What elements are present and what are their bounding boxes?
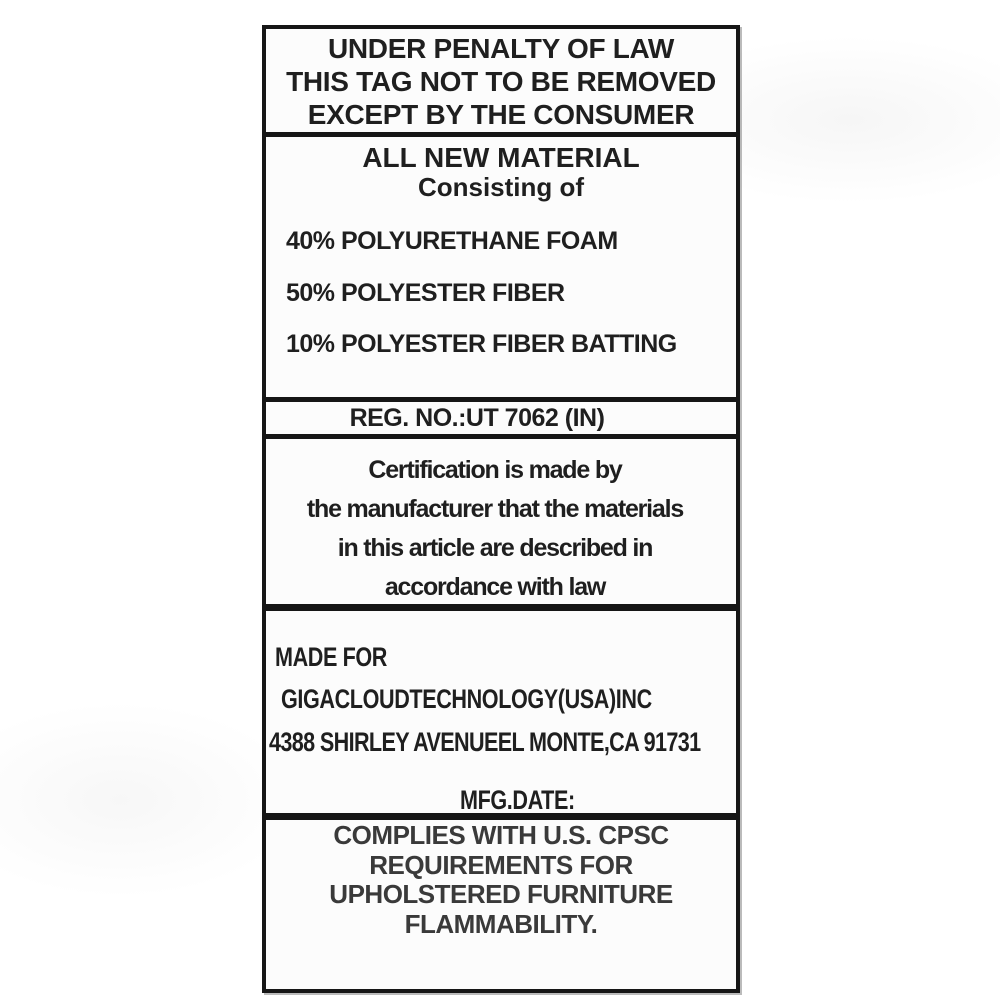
certification-line-4: accordance with law (384, 573, 606, 601)
material-content-item: 10% POLYESTER FIBER BATTING (286, 330, 677, 358)
mfg-date-label: MFG.DATE: (460, 785, 575, 815)
material-contents-section (266, 137, 736, 402)
compliance-line-2: REQUIREMENTS FOR (369, 849, 633, 880)
certification-line-2: the manufacturer that the materials (306, 495, 684, 523)
law-label-tag (262, 25, 740, 993)
certification-line-3: in this article are described in (337, 534, 653, 562)
penalty-warning-line-2: THIS TAG NOT TO BE REMOVED (286, 66, 716, 97)
certification-section (266, 439, 736, 611)
penalty-warning-section (266, 29, 736, 137)
compliance-line-4: FLAMMABILITY. (404, 908, 598, 939)
certification-line-1: Certification is made by (368, 456, 622, 484)
manufacturer-address: 4388 SHIRLEY AVENUEEL MONTE,CA 91731 (269, 727, 701, 757)
registration-number-section (266, 402, 736, 439)
compliance-line-3: UPHOLSTERED FURNITURE (329, 879, 673, 909)
cpsc-compliance-section (266, 820, 736, 989)
compliance-line-1: COMPLIES WITH U.S. CPSC (333, 820, 669, 850)
penalty-warning-line-1: UNDER PENALTY OF LAW (327, 33, 675, 64)
material-content-item: 40% POLYURETHANE FOAM (286, 227, 618, 255)
made-for-section (266, 611, 736, 820)
registration-number: REG. NO.:UT 7062 (IN) (349, 403, 605, 432)
material-title: ALL NEW MATERIAL (362, 142, 640, 173)
made-for-label: MADE FOR (275, 642, 387, 672)
material-content-item: 50% POLYESTER FIBER (286, 279, 565, 307)
penalty-warning-line-3: EXCEPT BY THE CONSUMER (307, 99, 695, 130)
material-subtitle: Consisting of (417, 172, 585, 202)
manufacturer-company-name: GIGACLOUDTECHNOLOGY(USA)INC (281, 684, 652, 714)
